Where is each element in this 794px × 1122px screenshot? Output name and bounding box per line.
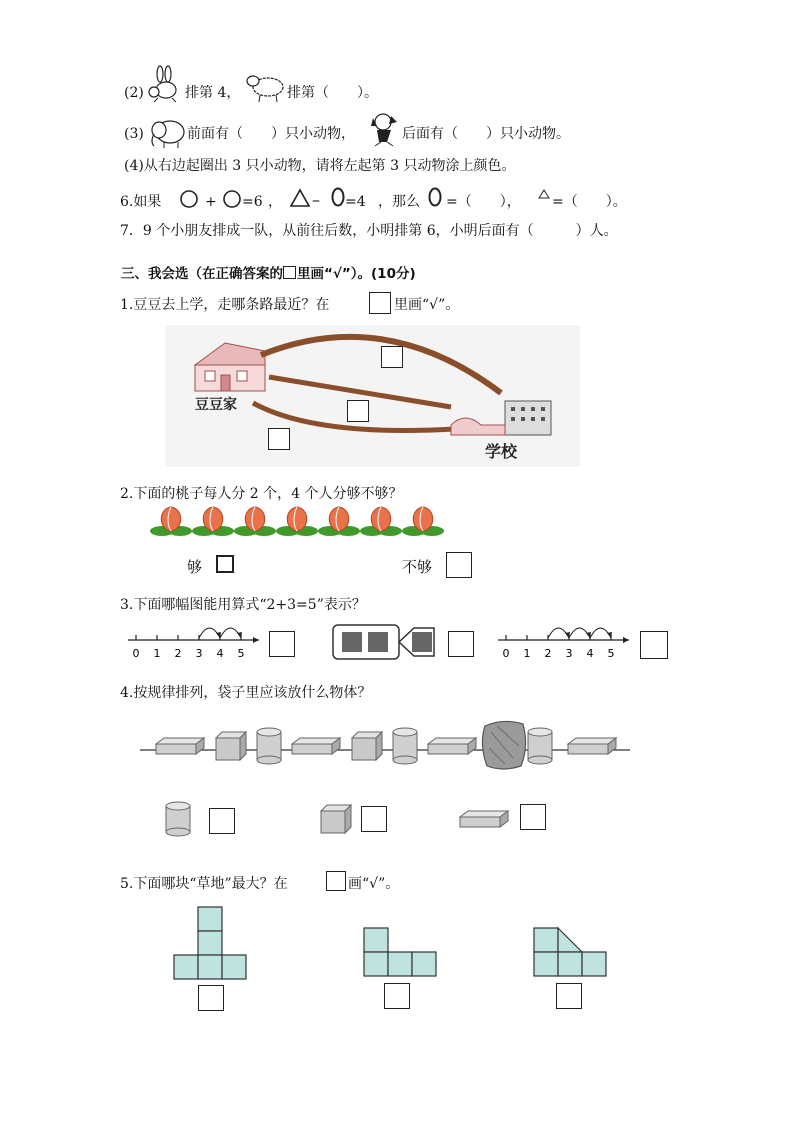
tick-label: 3 — [565, 647, 573, 660]
oval-symbol-icon — [428, 187, 442, 207]
peach-icon — [234, 507, 276, 536]
route-middle-answer-box[interactable] — [347, 400, 369, 422]
tick-label: 2 — [544, 647, 552, 660]
number-line-a — [128, 618, 268, 664]
answer-box-sample — [326, 871, 346, 891]
tick-label: 0 — [132, 647, 140, 660]
cuboid-icon — [568, 738, 616, 754]
circle-symbol-icon — [223, 190, 241, 208]
answer-box-sample — [369, 292, 391, 314]
triangle-symbol-icon — [538, 189, 550, 199]
cube-option-icon — [319, 803, 353, 835]
tick-label: 1 — [153, 647, 161, 660]
option-a-answer-box[interactable] — [269, 631, 295, 657]
q6-eq1: =6 — [242, 194, 263, 210]
q4-p4: (4)从右边起圈出 3 只小动物，请将左起第 3 只动物涂上颜色。 — [124, 158, 516, 174]
block-diagram — [332, 624, 436, 660]
tick-label: 4 — [586, 647, 594, 660]
section3-title-a: 三、我会选（在正确答案的 — [121, 266, 283, 282]
pattern-sequence — [140, 718, 630, 774]
q4-p3-num: (3) — [124, 126, 144, 142]
peach-row — [150, 503, 450, 539]
section3-title-b: 里画“√”）。(10分) — [297, 266, 416, 282]
option-b-answer-box[interactable] — [448, 631, 474, 657]
grass-shape-l — [362, 927, 438, 977]
tick-label: 5 — [607, 647, 615, 660]
tick-label: 2 — [174, 647, 182, 660]
peach-icon — [360, 507, 402, 536]
oval-symbol-icon — [331, 187, 345, 207]
rabbit-icon — [146, 68, 184, 102]
q4-p2-text2: 排第（ ）。 — [287, 85, 378, 101]
q7-text: 7．9 个小朋友排成一队，从前往后数，小明排第 6，小明后面有（ ）人。 — [120, 223, 618, 239]
grass-c-answer-box[interactable] — [556, 983, 582, 1009]
not-enough-label: 不够 — [402, 558, 433, 576]
peach-icon — [276, 507, 318, 536]
q6-lead: 6.如果 — [120, 194, 162, 210]
s5-question-b: 画“√”。 — [348, 876, 400, 892]
s1-question-b: 里画“√”。 — [394, 297, 460, 313]
school-label: 学校 — [485, 442, 518, 461]
cylinder-icon — [528, 728, 552, 764]
q4-p2-text1: 排第 4， — [185, 85, 241, 101]
tick-label: 0 — [502, 647, 510, 660]
peach-icon — [192, 507, 234, 536]
tick-label: 3 — [195, 647, 203, 660]
s5-question-a: 5.下面哪块“草地”最大？在 — [120, 876, 288, 892]
route-top-answer-box[interactable] — [381, 346, 403, 368]
cylinder-answer-box[interactable] — [209, 808, 235, 834]
tick-label: 5 — [237, 647, 245, 660]
elephant-icon — [148, 118, 186, 148]
s1-question-a: 1.豆豆去上学，走哪条路最近？在 — [120, 297, 330, 313]
q6-ans2: =（ ）。 — [552, 194, 627, 210]
cylinder-icon — [393, 728, 417, 764]
triangle-symbol-icon — [290, 189, 310, 207]
cuboid-answer-box[interactable] — [520, 804, 546, 830]
cuboid-option-icon — [458, 809, 510, 829]
enough-label: 够 — [187, 558, 203, 576]
q6-plus: + — [205, 194, 217, 210]
q4-p3-text2: 后面有（ ）只小动物。 — [402, 126, 570, 142]
q6-minus: – — [312, 190, 320, 209]
dog-icon — [367, 112, 401, 148]
grass-a-answer-box[interactable] — [198, 985, 224, 1011]
q4-p2-num: (2) — [124, 85, 144, 101]
answer-box-icon — [283, 266, 296, 279]
s2-question: 2.下面的桃子每人分 2 个，4 个人分够不够？ — [120, 486, 403, 502]
sheep-icon — [246, 72, 286, 102]
cylinder-option-icon — [163, 800, 193, 836]
peach-icon — [150, 507, 192, 536]
enough-answer-box[interactable] — [216, 555, 234, 573]
route-illustration — [165, 325, 580, 467]
tick-label: 1 — [523, 647, 531, 660]
peach-icon — [402, 507, 444, 536]
tick-label: 4 — [216, 647, 224, 660]
q6-eq2: =4 — [345, 194, 366, 210]
s4-question: 4.按规律排列，袋子里应该放什么物体？ — [120, 685, 372, 701]
grass-shape-trapezoid — [532, 927, 610, 977]
circle-symbol-icon — [180, 190, 198, 208]
cuboid-icon — [156, 738, 204, 754]
cuboid-icon — [292, 738, 340, 754]
q6-ans1: =（ ）， — [446, 194, 521, 210]
peach-icon — [318, 507, 360, 536]
q6-then: ，那么 — [378, 194, 420, 210]
cube-icon — [352, 732, 382, 760]
grass-b-answer-box[interactable] — [384, 983, 410, 1009]
q4-p3-text1: 前面有（ ）只小动物， — [187, 126, 355, 142]
number-line-c — [498, 618, 638, 664]
not-enough-answer-box[interactable] — [446, 552, 472, 578]
option-c-answer-box[interactable] — [640, 631, 668, 659]
q6-comma: ， — [268, 194, 282, 210]
cube-icon — [216, 732, 246, 760]
bag-icon — [482, 721, 525, 769]
route-bottom-answer-box[interactable] — [268, 428, 290, 450]
s3-question: 3.下面哪幅图能用算式“2+3=5”表示？ — [120, 597, 366, 613]
home-label: 豆豆家 — [195, 397, 237, 413]
cylinder-icon — [257, 728, 281, 764]
cube-answer-box[interactable] — [361, 806, 387, 832]
grass-shape-cross — [172, 906, 248, 980]
cuboid-icon — [428, 738, 476, 754]
